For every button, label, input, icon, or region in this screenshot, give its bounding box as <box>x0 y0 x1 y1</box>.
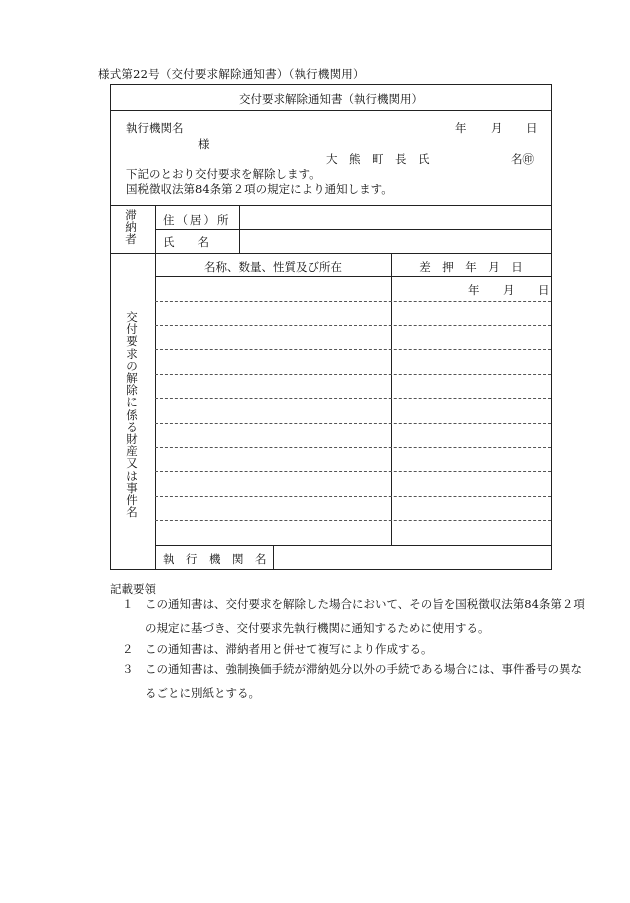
executing-agency-label: 執 行 機 関 名 <box>163 552 267 566</box>
form-number: 様式第22号（交付要求解除通知書）（執行機関用） <box>98 67 365 81</box>
notice-form <box>110 84 552 570</box>
name-label: 氏 名 <box>163 235 209 249</box>
divider <box>111 253 551 254</box>
seizure-year: 年 <box>468 283 480 297</box>
property-row-divider <box>155 349 551 350</box>
property-row-divider <box>155 471 551 472</box>
seizure-day: 日 <box>538 283 550 297</box>
note-text: この通知書は、滞納者用と併せて複写により作成する。 <box>145 642 433 656</box>
note-text: この通知書は、交付要求を解除した場合において、その旨を国税徴収法第84条第２項の規定に基づき、交付要求先執行機関に通知するために使用する。 <box>145 597 585 635</box>
divider <box>155 545 551 546</box>
note-number: ３ <box>122 662 134 676</box>
honorific: 様 <box>198 137 210 151</box>
property-row-divider <box>155 374 551 375</box>
col-description-header: 名称、数量、性質及び所在 <box>204 260 342 274</box>
seizure-month: 月 <box>503 283 515 297</box>
property-row-divider <box>155 398 551 399</box>
divider <box>155 229 551 230</box>
property-section-label: 交付要求の解除に係る財産又は事件名 <box>126 310 138 520</box>
issuer-name-seal: 名㊞ <box>511 152 534 166</box>
notice-line-1: 下記のとおり交付要求を解除します。 <box>126 167 321 181</box>
col-seizure-date-header: 差 押 年 月 日 <box>419 260 523 274</box>
note-item <box>122 592 592 640</box>
property-row-divider <box>155 447 551 448</box>
taxpayer-section-label: 滞納者 <box>125 208 137 247</box>
date-year: 年 <box>455 121 467 135</box>
recipient-label: 執行機関名 <box>126 121 184 135</box>
form-title: 交付要求解除通知書（執行機関用） <box>239 92 423 106</box>
divider <box>391 253 392 545</box>
property-row-divider <box>155 496 551 497</box>
issuer: 大 熊 町 長 氏 <box>326 152 430 166</box>
divider <box>111 110 551 111</box>
property-row-divider <box>155 423 551 424</box>
notes-title: 記載要領 <box>110 582 156 596</box>
divider <box>273 545 274 569</box>
address-label: 住（居）所 <box>163 213 231 227</box>
property-row-divider <box>155 301 551 302</box>
note-number: １ <box>122 597 134 611</box>
property-row-divider <box>155 325 551 326</box>
date-day: 日 <box>526 121 538 135</box>
property-row-divider <box>155 520 551 521</box>
notice-line-2: 国税徴収法第84条第２項の規定により通知します。 <box>126 182 393 196</box>
note-item <box>122 657 592 705</box>
divider <box>155 276 551 277</box>
date-month: 月 <box>491 121 503 135</box>
note-text: この通知書は、強制換価手続が滞納処分以外の手続である場合には、事件番号の異なるごとに別紙とする。 <box>145 662 582 700</box>
note-number: ２ <box>122 642 134 656</box>
divider <box>111 205 551 206</box>
